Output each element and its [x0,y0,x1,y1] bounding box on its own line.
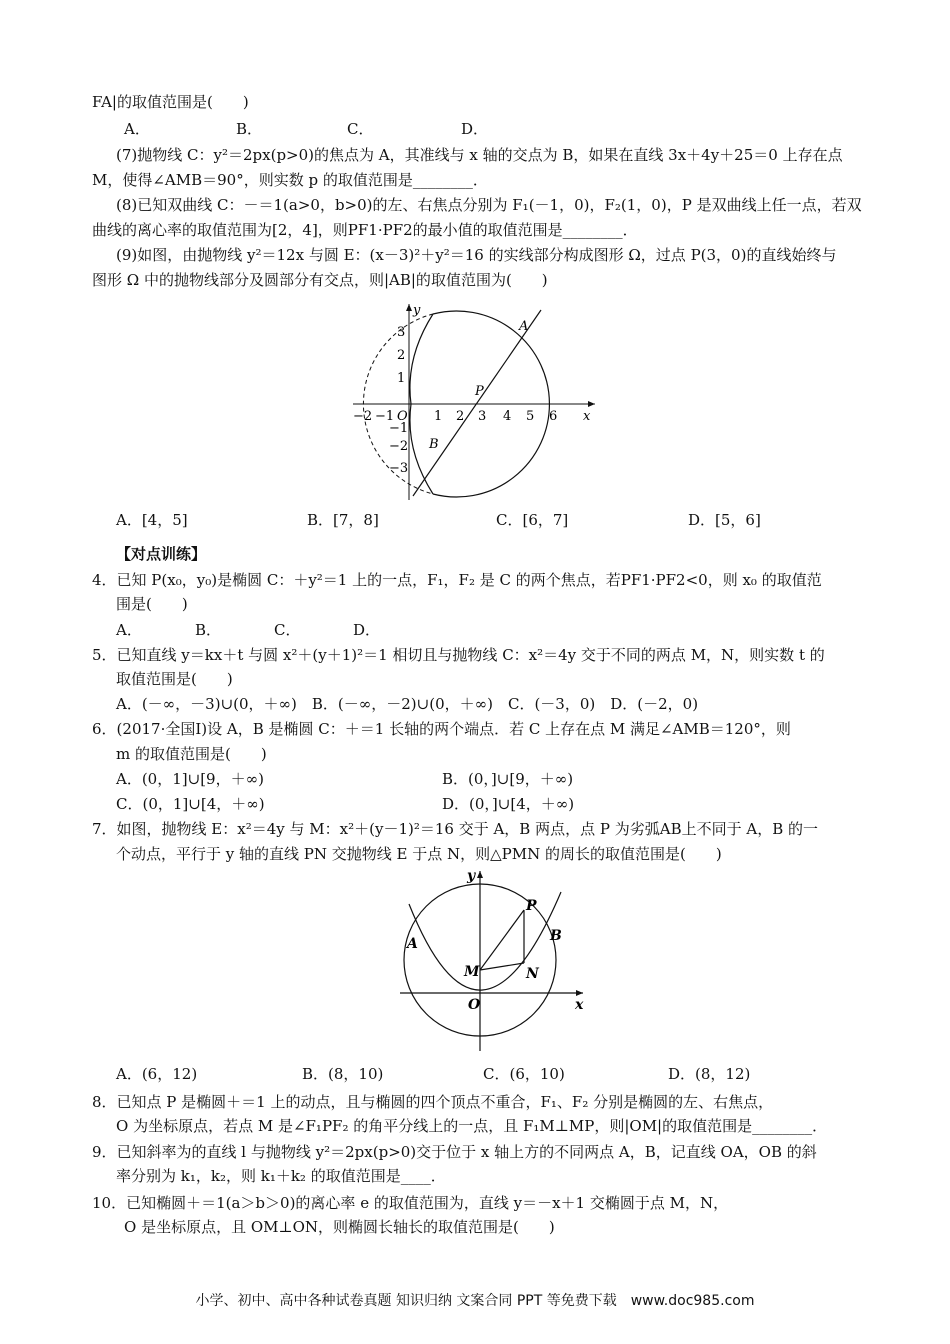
y-tick: −2 [389,439,409,454]
y-tick: −3 [389,461,409,476]
question-8: 8．已知点 P 是椭圆＋＝1 上的动点，且与椭圆的四个顶点不重合，F₁、F₂ 分别是椭圆的左、右焦点， [92,1093,774,1111]
point-p-label: P [526,898,537,914]
text-line: (7)抛物线 C：y²＝2px(p>0)的焦点为 A，其准线与 x 轴的交点为 B，如果在直线 3x＋4y＋25＝0 上存在点 [116,146,843,164]
point-b-label: B [550,928,562,944]
figure-parabola-circle-pmn [395,866,595,1056]
option-c: C．(0，1]∪[4，＋∞) [116,795,265,813]
option-c: C． [347,120,374,138]
x-tick: 4 [503,409,512,424]
figure-parabola-circle [345,298,605,506]
option-a: A．(6，12) [116,1065,198,1083]
point-m-label: M [464,964,480,980]
option-d: D．(0，]∪[4，＋∞) [442,795,575,813]
option-d: D．(8，12) [668,1065,751,1083]
question-10: 10．已知椭圆＋＝1(a＞b＞0)的离心率 e 的取值范围为，直线 y＝－x＋1 交椭圆于点 M，N， [92,1194,729,1212]
y-tick: 2 [397,348,406,363]
option-a: A． [124,120,150,138]
origin-label: O [468,997,481,1013]
option-a: A． [116,621,142,639]
text-line: (8)已知双曲线 C：－＝1(a>0，b>0)的左、右焦点分别为 F₁(－1，0)，F₂(1，0)，P 是双曲线上任一点，若双 [116,196,862,214]
text-line: 曲线的离心率的取值范围为[2，4]，则PF1·PF2的最小值的取值范围是________． [92,221,638,239]
point-b-label: B [429,437,439,452]
x-tick: 2 [456,409,465,424]
section-heading: 【对点训练】 [116,545,207,563]
option-b: B． [195,621,222,639]
question-4-cont: 围是( ) [116,595,188,613]
x-tick: −2 [353,409,373,424]
point-n-label: N [526,966,539,982]
question-8-cont: O 为坐标原点，若点 M 是∠F₁PF₂ 的角平分线上的一点，且 F₁M⊥MP，则|OM|的取值范围是________． [116,1117,828,1135]
option-c: C． [274,621,301,639]
text-line: (9)如图，由抛物线 y²＝12x 与圆 E：(x－3)²＋y²＝16 的实线部分构成图形 Ω，过点 P(3，0)的直线始终与 [116,246,837,264]
text-line: M，使得∠AMB＝90°，则实数 p 的取值范围是________． [92,171,488,189]
question-10-cont: O 是坐标原点，且 OM⊥ON，则椭圆长轴长的取值范围是( ) [124,1218,555,1236]
option-a: A．[4，5] [116,511,188,529]
question-5: 5．已知直线 y＝kx＋t 与圆 x²＋(y＋1)²＝1 相切且与抛物线 C：x²＝4y 交于不同的两点 M，N，则实数 t 的 [92,646,825,664]
y-tick: −1 [389,421,409,436]
x-tick: 3 [478,409,487,424]
point-a-label: A [407,936,418,952]
question-5-cont: 取值范围是( ) [116,670,233,688]
option-b: B．(8，10) [302,1065,384,1083]
question-9-cont: 率分别为 k₁，k₂，则 k₁＋k₂ 的取值范围是____． [116,1167,446,1185]
x-axis-label: x [583,409,591,424]
origin-label: O [397,409,408,424]
y-axis-label: y [413,303,421,318]
y-tick: 1 [397,371,406,386]
page-footer: 小学、初中、高中各种试卷真题 知识归纳 文案合同 PPT 等免费下载 www.doc985.com [195,1293,755,1309]
x-tick: −1 [375,409,395,424]
text-line: 图形 Ω 中的抛物线部分及圆部分有交点，则|AB|的取值范围为( ) [92,271,548,289]
x-axis-label: x [575,997,584,1013]
x-tick: 5 [526,409,535,424]
question-6: 6．(2017·全国Ⅰ)设 A，B 是椭圆 C：＋＝1 长轴的两个端点．若 C 上存在点 M 满足∠AMB＝120°，则 [92,720,791,738]
question-7: 7．如图，抛物线 E：x²＝4y 与 M：x²＋(y－1)²＝16 交于 A，B 两点，点 P 为劣弧AB上不同于 A，B 的一 [92,820,818,838]
x-tick: 1 [434,409,443,424]
point-a-label: A [519,319,529,334]
option-d: D．[5，6] [688,511,761,529]
point-p-label: P [475,384,484,399]
y-axis-label: y [467,868,476,884]
y-tick: 3 [397,325,406,340]
text-line: FA|的取值范围是( ) [92,93,249,111]
question-7-cont: 个动点，平行于 y 轴的直线 PN 交抛物线 E 于点 N，则△PMN 的周长的取值范围是( ) [116,845,722,863]
option-b: B． [236,120,263,138]
option-d: D． [461,120,489,138]
option-c: C．[6，7] [496,511,569,529]
option-d: D． [353,621,381,639]
question-4: 4．已知 P(x₀，y₀)是椭圆 C：＋y²＝1 上的一点，F₁，F₂ 是 C 的两个焦点，若PF1·PF2<0，则 x₀ 的取值范 [92,571,822,589]
option-c: C．(6，10) [483,1065,565,1083]
option-b: B．[7，8] [307,511,379,529]
question-6-cont: m 的取值范围是( ) [116,745,267,763]
x-tick: 6 [549,409,558,424]
question-9: 9．已知斜率为的直线 l 与抛物线 y²＝2px(p>0)交于位于 x 轴上方的不同两点 A，B，记直线 OA，OB 的斜 [92,1143,817,1161]
option-b: B．(0，]∪[9，＋∞) [442,770,574,788]
option-a: A．(0，1]∪[9，＋∞) [116,770,264,788]
question-5-options: A．(－∞，－3)∪(0，＋∞) B．(－∞，－2)∪(0，＋∞) C．(－3，0) D．(－2，0) [116,695,699,713]
